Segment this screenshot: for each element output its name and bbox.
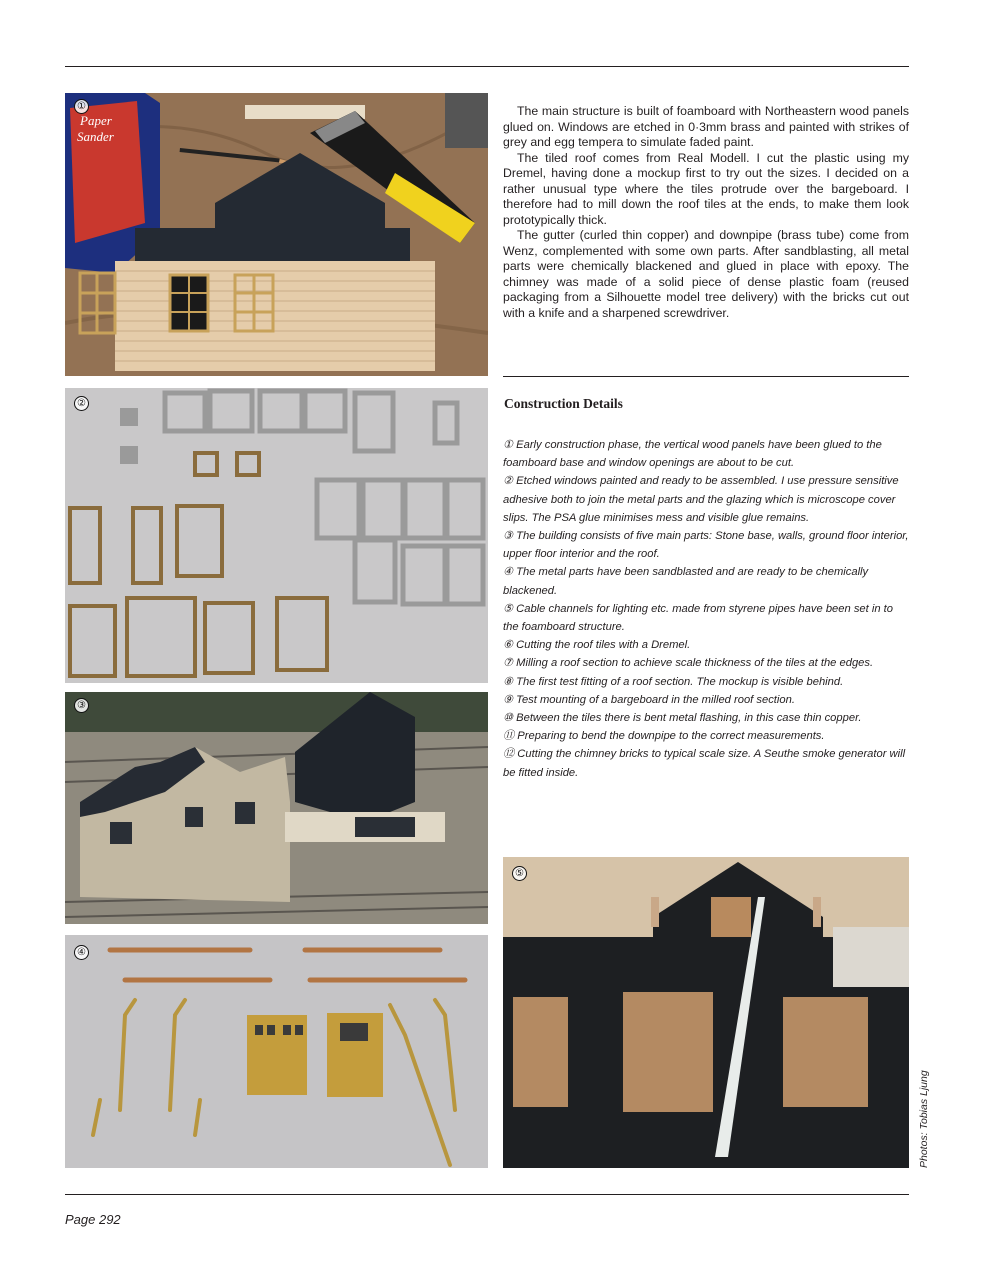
top-rule (65, 66, 909, 67)
caption-item: ⑥ Cutting the roof tiles with a Dremel. (503, 639, 691, 652)
section-heading: Construction Details (504, 396, 623, 411)
photo-number: ⑤ (512, 866, 527, 881)
sander-logo-line1: Paper (80, 113, 112, 128)
caption-item: ⑩ Between the tiles there is bent metal flashing, in this case thin copper. (503, 712, 862, 725)
caption-list (503, 436, 909, 782)
caption-item: ④ The metal parts have been sandblasted and are ready to be chemically blackened. (503, 566, 869, 597)
caption-item: ⑨ Test mounting of a bargeboard in the milled roof section. (503, 693, 795, 706)
section-rule (503, 376, 909, 377)
sander-logo-line2: Sander (77, 129, 114, 144)
photo-number: ④ (74, 945, 89, 960)
caption-item: ② Etched windows painted and ready to be assembled. I use pressure sensitive adhesive both to join the metal parts and the glazing which is microscope cover slips. The PSA glue minimises mess and visible glue remains. (503, 475, 899, 524)
bottom-rule (65, 1194, 909, 1195)
photo-credit: Photos: Tobias Ljung (918, 1070, 930, 1168)
photo-building-parts (65, 692, 488, 924)
photo-construction-phase (65, 93, 488, 376)
photo-number: ① (74, 99, 89, 114)
page-number: Page 292 (65, 1212, 121, 1227)
photo-number: ② (74, 396, 89, 411)
caption-item: ⑪ Preparing to bend the downpipe to the correct measurements. (503, 730, 825, 743)
body-paragraph: The gutter (curled thin copper) and downpipe (brass tube) come from Wenz, complemented with some own parts. After sandblasting, all metal parts were chemically blackened and glued in place with epoxy. The chimney was made of a solid piece of dense plastic foam (reused packaging from a Silhouette model tree delivery) with the bricks cut out with a knife and a sharpened screwdriver. (503, 228, 909, 320)
caption-item: ⑫ Cutting the chimney bricks to typical scale size. A Seuthe smoke generator will be fitted inside. (503, 748, 906, 779)
caption-item: ⑦ Milling a roof section to achieve scale thickness of the tiles at the edges. (503, 657, 874, 670)
photo-metal-parts (65, 935, 488, 1168)
caption-item: ⑤ Cable channels for lighting etc. made from styrene pipes have been set in to the foamboard structure. (503, 602, 894, 634)
body-paragraph: The main structure is built of foamboard with Northeastern wood panels glued on. Windows are etched in 0·3mm brass and painted with strikes of grey and egg tempera to simulate faded paint. (503, 104, 909, 149)
photo-number: ③ (74, 698, 89, 713)
photo-cable-channels (503, 857, 909, 1168)
caption-item: ⑧ The first test fitting of a roof section. The mockup is visible behind. (503, 675, 844, 688)
photo-etched-windows (65, 388, 488, 683)
body-paragraph: The tiled roof comes from Real Modell. I cut the plastic using my Dremel, having done a mockup first to try out the sizes. I decided on a rather unusual type where the tiles protrude over the bargeboard. I therefore had to mill down the roof tiles at the ends, to make them look prototypically thick. (503, 150, 909, 227)
article-body (503, 104, 909, 321)
caption-item: ① Early construction phase, the vertical wood panels have been glued to the foamboard base and window openings are about to be cut. (503, 439, 882, 470)
caption-item: ③ The building consists of five main parts: Stone base, walls, ground floor interior, upper floor interior and the roof. (503, 530, 909, 561)
